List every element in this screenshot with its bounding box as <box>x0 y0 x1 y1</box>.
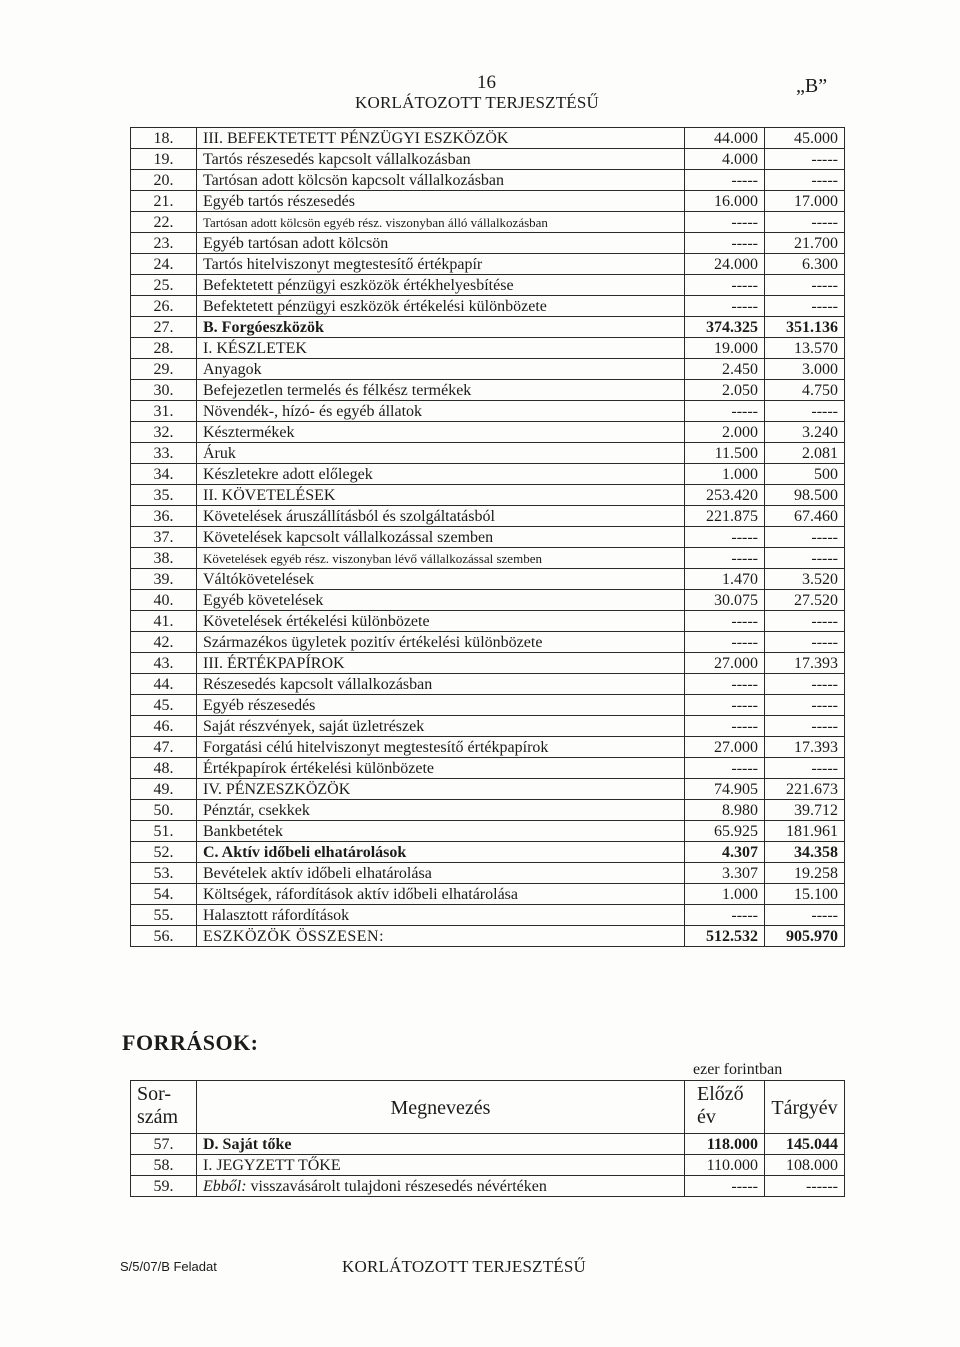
version-marker: „B” <box>796 75 828 97</box>
footer-reference: S/5/07/B Feladat <box>120 1259 217 1274</box>
row-label: Saját részvények, saját üzletrészek <box>197 716 685 737</box>
current-year-value: 145.044 <box>765 1134 845 1155</box>
column-header-previous-line1: Előző <box>697 1083 744 1105</box>
row-label: I. JEGYZETT TŐKE <box>197 1155 685 1176</box>
table-row <box>131 758 845 779</box>
row-number: 43. <box>131 653 197 674</box>
current-year-value: 98.500 <box>765 485 845 506</box>
table-row <box>131 590 845 611</box>
previous-year-value: 1.000 <box>685 884 765 905</box>
previous-year-value: 1.000 <box>685 464 765 485</box>
table-row <box>131 842 845 863</box>
row-label <box>197 1176 685 1197</box>
previous-year-value: 221.875 <box>685 506 765 527</box>
previous-year-value: ----- <box>685 212 765 233</box>
table-row <box>131 926 845 947</box>
row-number: 48. <box>131 758 197 779</box>
table-row <box>131 275 845 296</box>
row-label: Követelések áruszállításból és szolgáltatásból <box>197 506 685 527</box>
previous-year-value: ----- <box>685 275 765 296</box>
row-label: Áruk <box>197 443 685 464</box>
current-year-value: ----- <box>765 695 845 716</box>
table-row <box>131 338 845 359</box>
previous-year-value: ----- <box>685 1176 765 1197</box>
previous-year-value: ----- <box>685 905 765 926</box>
row-label: Tartósan adott kölcsön egyéb rész. viszonyban álló vállalkozásban <box>197 212 685 233</box>
previous-year-value: 2.450 <box>685 359 765 380</box>
previous-year-value: 74.905 <box>685 779 765 800</box>
previous-year-value: ----- <box>685 527 765 548</box>
table-row <box>131 527 845 548</box>
row-number: 18. <box>131 128 197 149</box>
previous-year-value: 374.325 <box>685 317 765 338</box>
sources-table <box>130 1080 845 1197</box>
column-header-previous-year <box>685 1081 765 1134</box>
row-number: 42. <box>131 632 197 653</box>
table-row <box>131 716 845 737</box>
table-row <box>131 905 845 926</box>
previous-year-value: 2.050 <box>685 380 765 401</box>
row-label-text: visszavásárolt tulajdoni részesedés névértéken <box>246 1177 547 1195</box>
table-row <box>131 296 845 317</box>
table-row <box>131 737 845 758</box>
table-row <box>131 359 845 380</box>
previous-year-value: 4.307 <box>685 842 765 863</box>
previous-year-value: 65.925 <box>685 821 765 842</box>
row-label: D. Saját tőke <box>197 1134 685 1155</box>
row-label: B. Forgóeszközök <box>197 317 685 338</box>
row-number: 23. <box>131 233 197 254</box>
row-label: Bevételek aktív időbeli elhatárolása <box>197 863 685 884</box>
current-year-value: 181.961 <box>765 821 845 842</box>
row-number: 35. <box>131 485 197 506</box>
table-row <box>131 632 845 653</box>
current-year-value: 17.393 <box>765 737 845 758</box>
table-row <box>131 233 845 254</box>
row-number: 59. <box>131 1176 197 1197</box>
current-year-value: ----- <box>765 170 845 191</box>
current-year-value: 3.240 <box>765 422 845 443</box>
current-year-value: 17.000 <box>765 191 845 212</box>
table-row <box>131 863 845 884</box>
sources-heading: FORRÁSOK: <box>122 1030 259 1055</box>
current-year-value: 6.300 <box>765 254 845 275</box>
previous-year-value: ----- <box>685 611 765 632</box>
column-header-previous-line2: év <box>697 1106 716 1128</box>
table-row <box>131 464 845 485</box>
row-label: Anyagok <box>197 359 685 380</box>
table-row <box>131 695 845 716</box>
table-row <box>131 149 845 170</box>
row-number: 36. <box>131 506 197 527</box>
row-label: Értékpapírok értékelési különbözete <box>197 758 685 779</box>
previous-year-value: 44.000 <box>685 128 765 149</box>
table-row <box>131 506 845 527</box>
column-header-number-line1: Sor- <box>137 1083 172 1105</box>
current-year-value: ----- <box>765 296 845 317</box>
previous-year-value: ----- <box>685 716 765 737</box>
page-number: 16 <box>477 72 496 93</box>
current-year-value: 4.750 <box>765 380 845 401</box>
table-row <box>131 128 845 149</box>
current-year-value: ----- <box>765 548 845 569</box>
row-label: Egyéb részesedés <box>197 695 685 716</box>
row-label: Költségek, ráfordítások aktív időbeli elhatárolása <box>197 884 685 905</box>
previous-year-value: 8.980 <box>685 800 765 821</box>
previous-year-value: ----- <box>685 401 765 422</box>
row-number: 53. <box>131 863 197 884</box>
row-label: I. KÉSZLETEK <box>197 338 685 359</box>
row-number: 41. <box>131 611 197 632</box>
row-number: 25. <box>131 275 197 296</box>
row-label: Váltókövetelések <box>197 569 685 590</box>
row-number: 29. <box>131 359 197 380</box>
previous-year-value: ----- <box>685 695 765 716</box>
row-label: Egyéb követelések <box>197 590 685 611</box>
previous-year-value: ----- <box>685 170 765 191</box>
current-year-value: ----- <box>765 758 845 779</box>
header-classification: KORLÁTOZOTT TERJESZTÉSŰ <box>355 93 600 112</box>
unit-note: ezer forintban <box>693 1061 783 1078</box>
sources-header-row <box>131 1081 845 1134</box>
row-label: Befejezetlen termelés és félkész termékek <box>197 380 685 401</box>
current-year-value: 3.000 <box>765 359 845 380</box>
current-year-value: 67.460 <box>765 506 845 527</box>
current-year-value: ----- <box>765 674 845 695</box>
table-row <box>131 317 845 338</box>
row-number: 50. <box>131 800 197 821</box>
current-year-value: 27.520 <box>765 590 845 611</box>
row-number: 46. <box>131 716 197 737</box>
table-row <box>131 380 845 401</box>
table-row <box>131 884 845 905</box>
previous-year-value: ----- <box>685 758 765 779</box>
column-header-name: Megnevezés <box>197 1081 685 1134</box>
current-year-value: ----- <box>765 212 845 233</box>
current-year-value: ----- <box>765 611 845 632</box>
table-row <box>131 443 845 464</box>
current-year-value: 17.393 <box>765 653 845 674</box>
row-label: Részesedés kapcsolt vállalkozásban <box>197 674 685 695</box>
current-year-value: ----- <box>765 149 845 170</box>
previous-year-value: ----- <box>685 674 765 695</box>
assets-table <box>130 127 845 947</box>
row-label: Követelések egyéb rész. viszonyban lévő vállalkozással szemben <box>197 548 685 569</box>
current-year-value: 45.000 <box>765 128 845 149</box>
row-number: 55. <box>131 905 197 926</box>
previous-year-value: 19.000 <box>685 338 765 359</box>
row-label: Követelések kapcsolt vállalkozással szemben <box>197 527 685 548</box>
column-header-current-year: Tárgyév <box>765 1081 845 1134</box>
previous-year-value: 110.000 <box>685 1155 765 1176</box>
row-number: 34. <box>131 464 197 485</box>
row-number: 20. <box>131 170 197 191</box>
table-row <box>131 191 845 212</box>
table-row <box>131 254 845 275</box>
current-year-value: 221.673 <box>765 779 845 800</box>
row-number: 27. <box>131 317 197 338</box>
footer-classification: KORLÁTOZOTT TERJESZTÉSŰ <box>342 1257 587 1276</box>
row-label: Késztermékek <box>197 422 685 443</box>
previous-year-value: 16.000 <box>685 191 765 212</box>
previous-year-value: 27.000 <box>685 737 765 758</box>
table-row <box>131 422 845 443</box>
previous-year-value: ----- <box>685 548 765 569</box>
row-label: Egyéb tartósan adott kölcsön <box>197 233 685 254</box>
table-row <box>131 779 845 800</box>
table-row <box>131 569 845 590</box>
row-label: Pénztár, csekkek <box>197 800 685 821</box>
row-label: Növendék-, hízó- és egyéb állatok <box>197 401 685 422</box>
row-number: 38. <box>131 548 197 569</box>
table-row <box>131 485 845 506</box>
row-number: 54. <box>131 884 197 905</box>
row-label: ESZKÖZÖK ÖSSZESEN: <box>197 926 685 947</box>
column-header-number-line2: szám <box>137 1106 179 1128</box>
row-number: 31. <box>131 401 197 422</box>
row-number: 24. <box>131 254 197 275</box>
row-label: Halasztott ráfordítások <box>197 905 685 926</box>
current-year-value: 15.100 <box>765 884 845 905</box>
previous-year-value: 27.000 <box>685 653 765 674</box>
table-row <box>131 674 845 695</box>
row-number: 32. <box>131 422 197 443</box>
row-label: Tartós hitelviszonyt megtestesítő értékpapír <box>197 254 685 275</box>
row-label: Készletekre adott előlegek <box>197 464 685 485</box>
row-number: 51. <box>131 821 197 842</box>
current-year-value: 108.000 <box>765 1155 845 1176</box>
current-year-value: ----- <box>765 527 845 548</box>
current-year-value: ----- <box>765 632 845 653</box>
current-year-value: 13.570 <box>765 338 845 359</box>
table-row <box>131 1134 845 1155</box>
table-row <box>131 212 845 233</box>
previous-year-value: 24.000 <box>685 254 765 275</box>
previous-year-value: 1.470 <box>685 569 765 590</box>
row-number: 58. <box>131 1155 197 1176</box>
row-label: Egyéb tartós részesedés <box>197 191 685 212</box>
row-number: 47. <box>131 737 197 758</box>
previous-year-value: ----- <box>685 296 765 317</box>
current-year-value: 21.700 <box>765 233 845 254</box>
table-row <box>131 653 845 674</box>
current-year-value: ------ <box>765 1176 845 1197</box>
current-year-value: ----- <box>765 716 845 737</box>
row-label: Tartós részesedés kapcsolt vállalkozásban <box>197 149 685 170</box>
column-header-number <box>131 1081 197 1134</box>
row-label: C. Aktív időbeli elhatárolások <box>197 842 685 863</box>
row-label: Követelések értékelési különbözete <box>197 611 685 632</box>
row-number: 56. <box>131 926 197 947</box>
table-row <box>131 821 845 842</box>
previous-year-value: ----- <box>685 233 765 254</box>
row-number: 57. <box>131 1134 197 1155</box>
previous-year-value: 118.000 <box>685 1134 765 1155</box>
table-row <box>131 1155 845 1176</box>
previous-year-value: 2.000 <box>685 422 765 443</box>
previous-year-value: 30.075 <box>685 590 765 611</box>
row-number: 49. <box>131 779 197 800</box>
row-label: Befektetett pénzügyi eszközök értékelési különbözete <box>197 296 685 317</box>
table-row <box>131 401 845 422</box>
current-year-value: 3.520 <box>765 569 845 590</box>
previous-year-value: 512.532 <box>685 926 765 947</box>
previous-year-value: ----- <box>685 632 765 653</box>
row-number: 28. <box>131 338 197 359</box>
row-label: Tartósan adott kölcsön kapcsolt vállalkozásban <box>197 170 685 191</box>
row-number: 39. <box>131 569 197 590</box>
current-year-value: ----- <box>765 905 845 926</box>
row-label: Származékos ügyletek pozitív értékelési különbözete <box>197 632 685 653</box>
row-label: III. ÉRTÉKPAPÍROK <box>197 653 685 674</box>
previous-year-value: 11.500 <box>685 443 765 464</box>
row-number: 33. <box>131 443 197 464</box>
row-number: 40. <box>131 590 197 611</box>
current-year-value: 34.358 <box>765 842 845 863</box>
current-year-value: 2.081 <box>765 443 845 464</box>
row-label: Forgatási célú hitelviszonyt megtestesítő értékpapírok <box>197 737 685 758</box>
row-label: II. KÖVETELÉSEK <box>197 485 685 506</box>
current-year-value: 19.258 <box>765 863 845 884</box>
row-label: IV. PÉNZESZKÖZÖK <box>197 779 685 800</box>
current-year-value: 39.712 <box>765 800 845 821</box>
current-year-value: ----- <box>765 275 845 296</box>
current-year-value: 351.136 <box>765 317 845 338</box>
previous-year-value: 4.000 <box>685 149 765 170</box>
previous-year-value: 253.420 <box>685 485 765 506</box>
current-year-value: ----- <box>765 401 845 422</box>
table-row <box>131 548 845 569</box>
row-label: III. BEFEKTETETT PÉNZÜGYI ESZKÖZÖK <box>197 128 685 149</box>
row-number: 37. <box>131 527 197 548</box>
row-number: 21. <box>131 191 197 212</box>
row-number: 19. <box>131 149 197 170</box>
row-number: 45. <box>131 695 197 716</box>
row-label-italic: Ebből: <box>203 1177 247 1195</box>
row-number: 26. <box>131 296 197 317</box>
row-number: 22. <box>131 212 197 233</box>
row-number: 30. <box>131 380 197 401</box>
table-row <box>131 1176 845 1197</box>
table-row <box>131 170 845 191</box>
current-year-value: 500 <box>765 464 845 485</box>
table-row <box>131 611 845 632</box>
table-row <box>131 800 845 821</box>
previous-year-value: 3.307 <box>685 863 765 884</box>
current-year-value: 905.970 <box>765 926 845 947</box>
row-label: Befektetett pénzügyi eszközök értékhelyesbítése <box>197 275 685 296</box>
row-label: Bankbetétek <box>197 821 685 842</box>
row-number: 44. <box>131 674 197 695</box>
row-number: 52. <box>131 842 197 863</box>
